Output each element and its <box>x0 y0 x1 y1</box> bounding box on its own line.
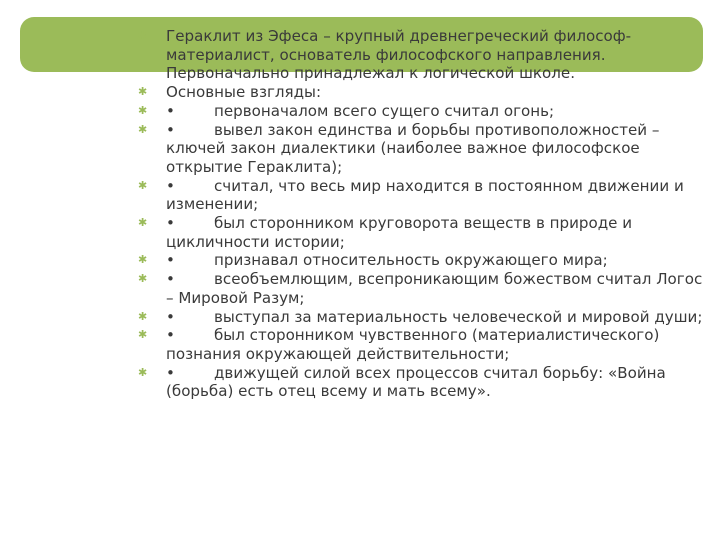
asterisk-bullet-icon: ✱ <box>138 216 148 230</box>
list-item-text: был сторонником круговорота веществ в природе и цикличности истории; <box>166 214 633 251</box>
list-item-text: признавал относительность окружающего мира; <box>214 251 608 270</box>
list-item-text: первоначалом всего сущего считал огонь; <box>214 101 555 120</box>
list-item-text: выступал за материальность человеческой и мировой души; <box>214 307 703 326</box>
bullet-dot: • <box>166 214 175 233</box>
list-item <box>138 214 703 251</box>
bullet-dot: • <box>166 101 175 120</box>
list-item-text: всеобъемлющим, всепроникающим божеством считал Логос – Мировой Разум; <box>166 270 703 307</box>
asterisk-bullet-icon: ✱ <box>138 253 148 267</box>
bullet-dot: • <box>166 307 175 326</box>
slide-body <box>138 27 703 401</box>
list-item <box>138 270 703 307</box>
list-item-text: считал, что весь мир находится в постоянном движении и изменении; <box>166 176 684 214</box>
asterisk-bullet-icon: ✱ <box>138 272 148 286</box>
asterisk-bullet-icon: ✱ <box>138 365 148 379</box>
list-item <box>138 83 703 102</box>
asterisk-bullet-icon: ✱ <box>138 328 148 342</box>
bullet-dot: • <box>166 363 175 382</box>
list-item <box>138 251 703 270</box>
asterisk-bullet-icon: ✱ <box>138 178 148 192</box>
list-item <box>138 121 703 177</box>
list-item <box>138 308 703 327</box>
list-item-text: был сторонником чувственного (материалистического) познания окружающей действительности; <box>166 326 660 363</box>
list-item <box>138 326 703 363</box>
bullet-dot: • <box>166 120 175 139</box>
bullet-dot: • <box>166 270 175 289</box>
list-item-text: движущей силой всех процессов считал борьбу: «Война (борьба) есть отец всему и мать всему». <box>166 363 666 401</box>
list-item-text: вывел закон единства и борьбы противоположностей – ключей закон диалектики (наиболее важное философское открытие Гераклита); <box>166 120 660 176</box>
asterisk-bullet-icon: ✱ <box>138 29 148 42</box>
asterisk-bullet-icon: ✱ <box>138 103 148 117</box>
list-item-text: Основные взгляды: <box>166 83 322 102</box>
asterisk-bullet-icon: ✱ <box>138 122 148 136</box>
bullet-dot: • <box>166 251 175 270</box>
bullet-dot: • <box>166 176 175 195</box>
list-item-text: Гераклит из Эфеса – крупный древнегреческий философ-материалист, основатель философского направления. Первоначально принадлежал к логической школе. <box>166 27 632 83</box>
list-item <box>138 27 703 83</box>
list-item <box>138 364 703 401</box>
asterisk-bullet-icon: ✱ <box>138 85 148 99</box>
list-item <box>138 102 703 121</box>
list-item <box>138 177 703 214</box>
asterisk-bullet-icon: ✱ <box>138 309 148 323</box>
bullet-dot: • <box>166 326 175 345</box>
